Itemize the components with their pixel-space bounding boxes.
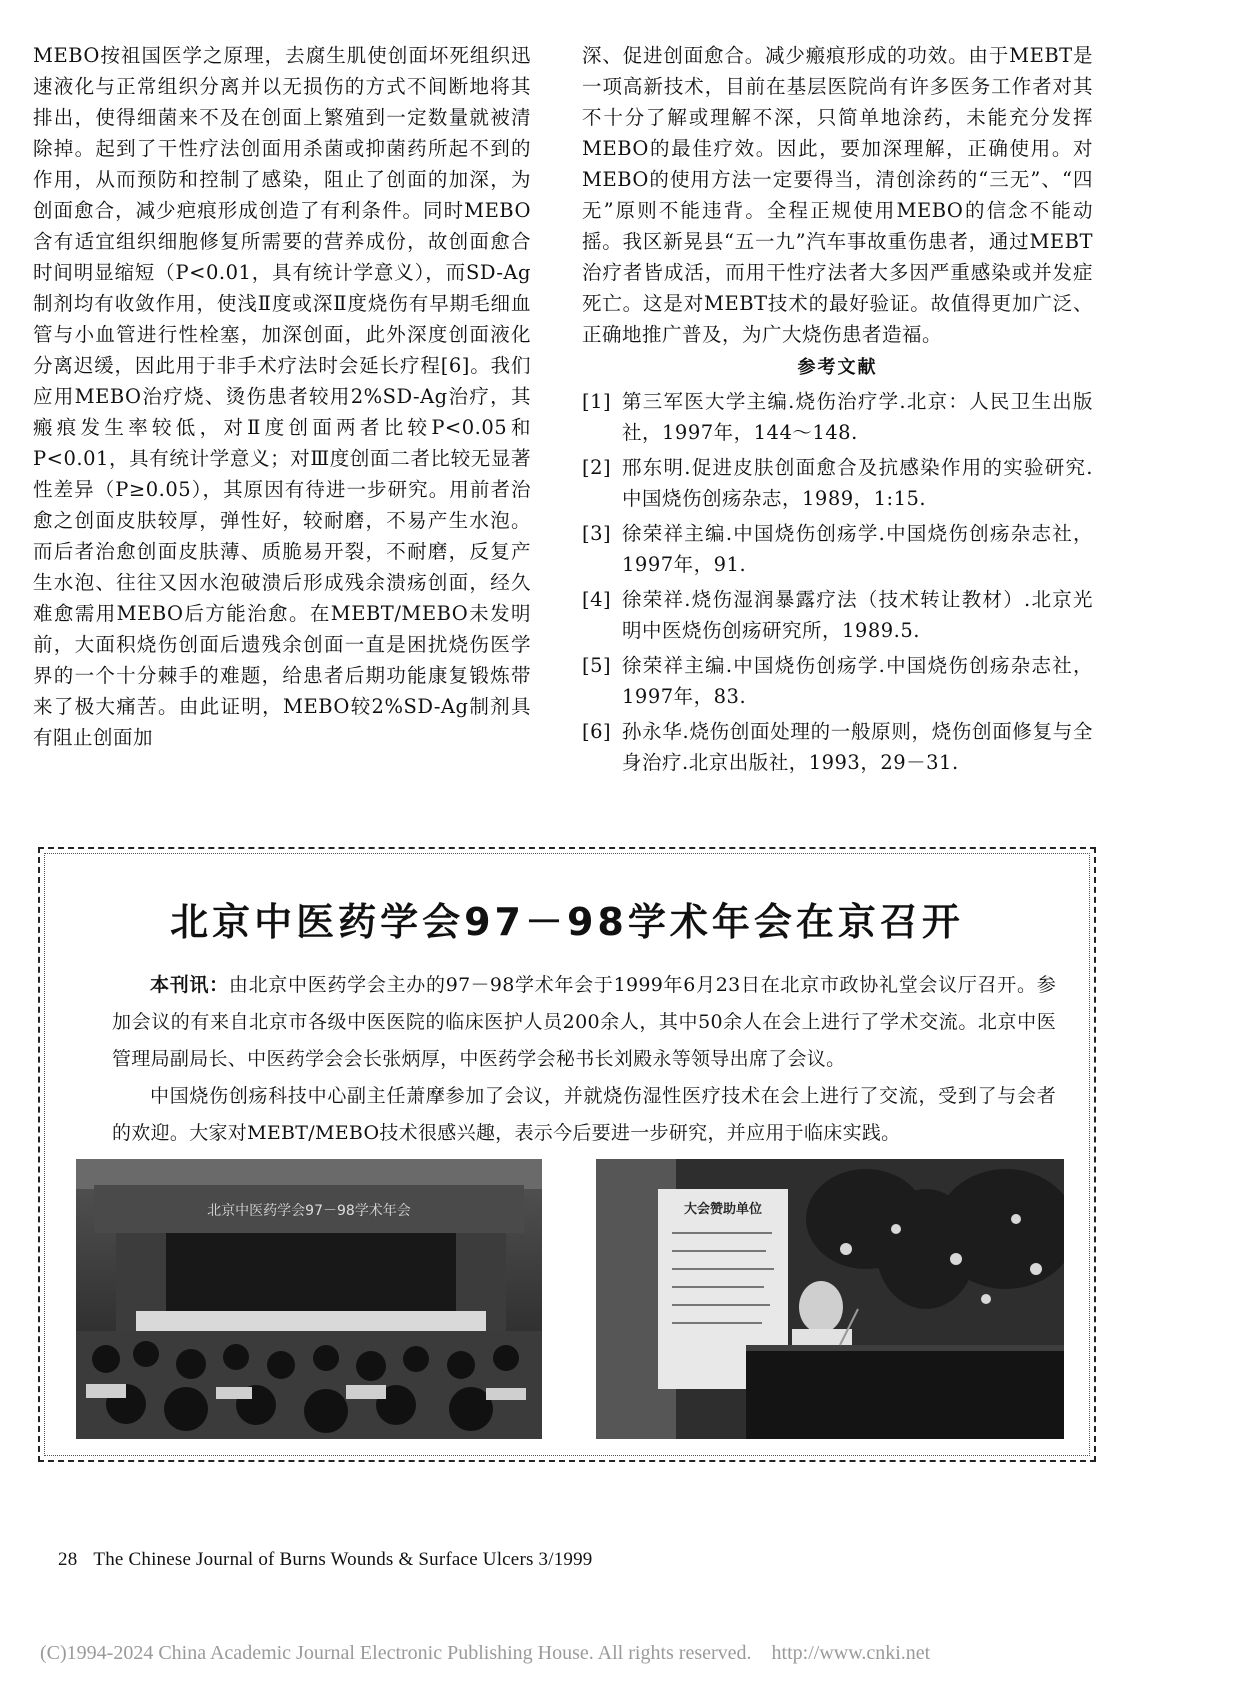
reference-text: 第三军医大学主编.烧伤治疗学.北京：人民卫生出版社，1997年，144～148.	[622, 390, 1093, 444]
right-column	[582, 40, 1093, 782]
reference-item	[582, 584, 1093, 646]
notice-paragraph-text: 由北京中医药学会主办的97－98学术年会于1999年6月23日在北京市政协礼堂会议厅召开。参加会议的有来自北京市各级中医医院的临床医护人员200余人，其中50余人在会上进行了学术交流。北京中医管理局副局长、中医药学会会长张炳厚，中医药学会秘书长刘殿永等领导出席了会议。	[112, 974, 1057, 1070]
reference-text: 徐荣祥.烧伤湿润暴露疗法（技术转让教材）.北京光明中医烧伤创疡研究所，1989.5.	[622, 588, 1093, 642]
copyright-text: (C)1994-2024 China Academic Journal Electronic Publishing House. All rights reserved.	[40, 1642, 752, 1664]
reference-number: [2]	[582, 456, 612, 479]
reference-text: 徐荣祥主编.中国烧伤创疡学.中国烧伤创疡杂志社，1997年，91.	[622, 522, 1093, 576]
body-paragraph: MEBO按祖国医学之原理，去腐生肌使创面坏死组织迅速液化与正常组织分离并以无损伤的方式不间断地将其排出，使得细菌来不及在创面上繁殖到一定数量就被清除掉。起到了干性疗法创面用杀菌或抑菌药所起不到的作用，从而预防和控制了感染，阻止了创面的加深，为创面愈合，减少疤痕形成创造了有利条件。同时MEBO含有适宜组织细胞修复所需要的营养成份，故创面愈合时间明显缩短（P<0.01，具有统计学意义），而SD-Ag制剂均有收敛作用，使浅Ⅱ度或深Ⅱ度烧伤有早期毛细血管与小血管进行性栓塞，加深创面，此外深度创面液化分离迟缓，因此用于非手术疗法时会延长疗程[6]。我们应用MEBO治疗烧、烫伤患者较用2%SD-Ag治疗，其瘢痕发生率较低，对Ⅱ度创面两者比较P<0.05和P<0.01，具有统计学意义；对Ⅲ度创面二者比较无显著性差异（P≥0.05），其原因有待进一步研究。用前者治愈之创面皮肤较厚，弹性好，较耐磨，不易产生水泡。而后者治愈创面皮肤薄、质脆易开裂，不耐磨，反复产生水泡、往往又因水泡破溃后形成残余溃疡创面，经久难愈需用MEBO后方能治愈。在MEBT/MEBO未发明前，大面积烧伤创面后遗残余创面一直是困扰烧伤医学界的一个十分棘手的难题，给患者后期功能康复锻炼带来了极大痛苦。由此证明，MEBO较2%SD-Ag制剂具有阻止创面加	[33, 44, 531, 749]
notice-body	[112, 967, 1056, 1152]
page-number: 28	[58, 1549, 78, 1570]
body-paragraph: 深、促进创面愈合。减少瘢痕形成的功效。由于MEBT是一项高新技术，目前在基层医院尚有许多医务工作者对其不十分了解或理解不深，只简单地涂药，未能充分发挥MEBO的最佳疗效。因此，要加深理解，正确使用。对MEBO的使用方法一定要得当，清创涂药的“三无”、“四无”原则不能违背。全程正规使用MEBO的信念不能动摇。我区新晃县“五一九”汽车事故重伤患者，通过MEBT治疗者皆成活，而用干性疗法者大多因严重感染或并发症死亡。这是对MEBT技术的最好验证。故值得更加广泛、正确地推广普及，为广大烧伤患者造福。	[582, 44, 1093, 346]
copyright-watermark	[40, 1642, 930, 1665]
reference-number: [1]	[582, 390, 612, 413]
reference-list	[582, 386, 1093, 778]
reference-number: [3]	[582, 522, 612, 545]
reference-item	[582, 518, 1093, 580]
conference-hall-photo	[76, 1159, 542, 1439]
references-heading: 参考文献	[797, 357, 878, 378]
reference-item	[582, 650, 1093, 712]
reference-item	[582, 452, 1093, 514]
reference-number: [4]	[582, 588, 612, 611]
sponsor-board-title: 大会赞助单位	[683, 1202, 763, 1217]
speaker-photo	[596, 1159, 1064, 1439]
left-column	[33, 40, 531, 753]
hall-banner-text: 北京中医药学会97－98学术年会	[207, 1203, 411, 1219]
reference-text: 孙永华.烧伤创面处理的一般原则，烧伤创面修复与全身治疗.北京出版社，1993，29－31.	[622, 720, 1093, 774]
notice-lead: 本刊讯：	[150, 974, 229, 996]
journal-name: The Chinese Journal of Burns Wounds & Surface Ulcers 3/1999	[93, 1549, 593, 1570]
reference-text: 邢东明.促进皮肤创面愈合及抗感染作用的实验研究.中国烧伤创疡杂志，1989，1:15.	[622, 456, 1093, 510]
notice-title: 北京中医药学会97－98学术年会在京召开	[170, 900, 964, 944]
news-notice-box	[38, 847, 1096, 1462]
reference-number: [6]	[582, 720, 612, 743]
speaker-illustration	[596, 1159, 1064, 1439]
website-link[interactable]: http://www.cnki.net	[771, 1642, 931, 1664]
reference-item	[582, 716, 1093, 778]
page-footer	[58, 1549, 593, 1571]
reference-number: [5]	[582, 654, 612, 677]
conference-hall-illustration	[76, 1159, 542, 1439]
notice-paragraph: 中国烧伤创疡科技中心副主任萧摩参加了会议，并就烧伤湿性医疗技术在会上进行了交流，受到了与会者的欢迎。大家对MEBT/MEBO技术很感兴趣，表示今后要进一步研究，并应用于临床实践。	[112, 1085, 1056, 1144]
reference-item	[582, 386, 1093, 448]
notice-paragraph	[112, 967, 1056, 1078]
reference-text: 徐荣祥主编.中国烧伤创疡学.中国烧伤创疡杂志社，1997年，83.	[622, 654, 1093, 708]
